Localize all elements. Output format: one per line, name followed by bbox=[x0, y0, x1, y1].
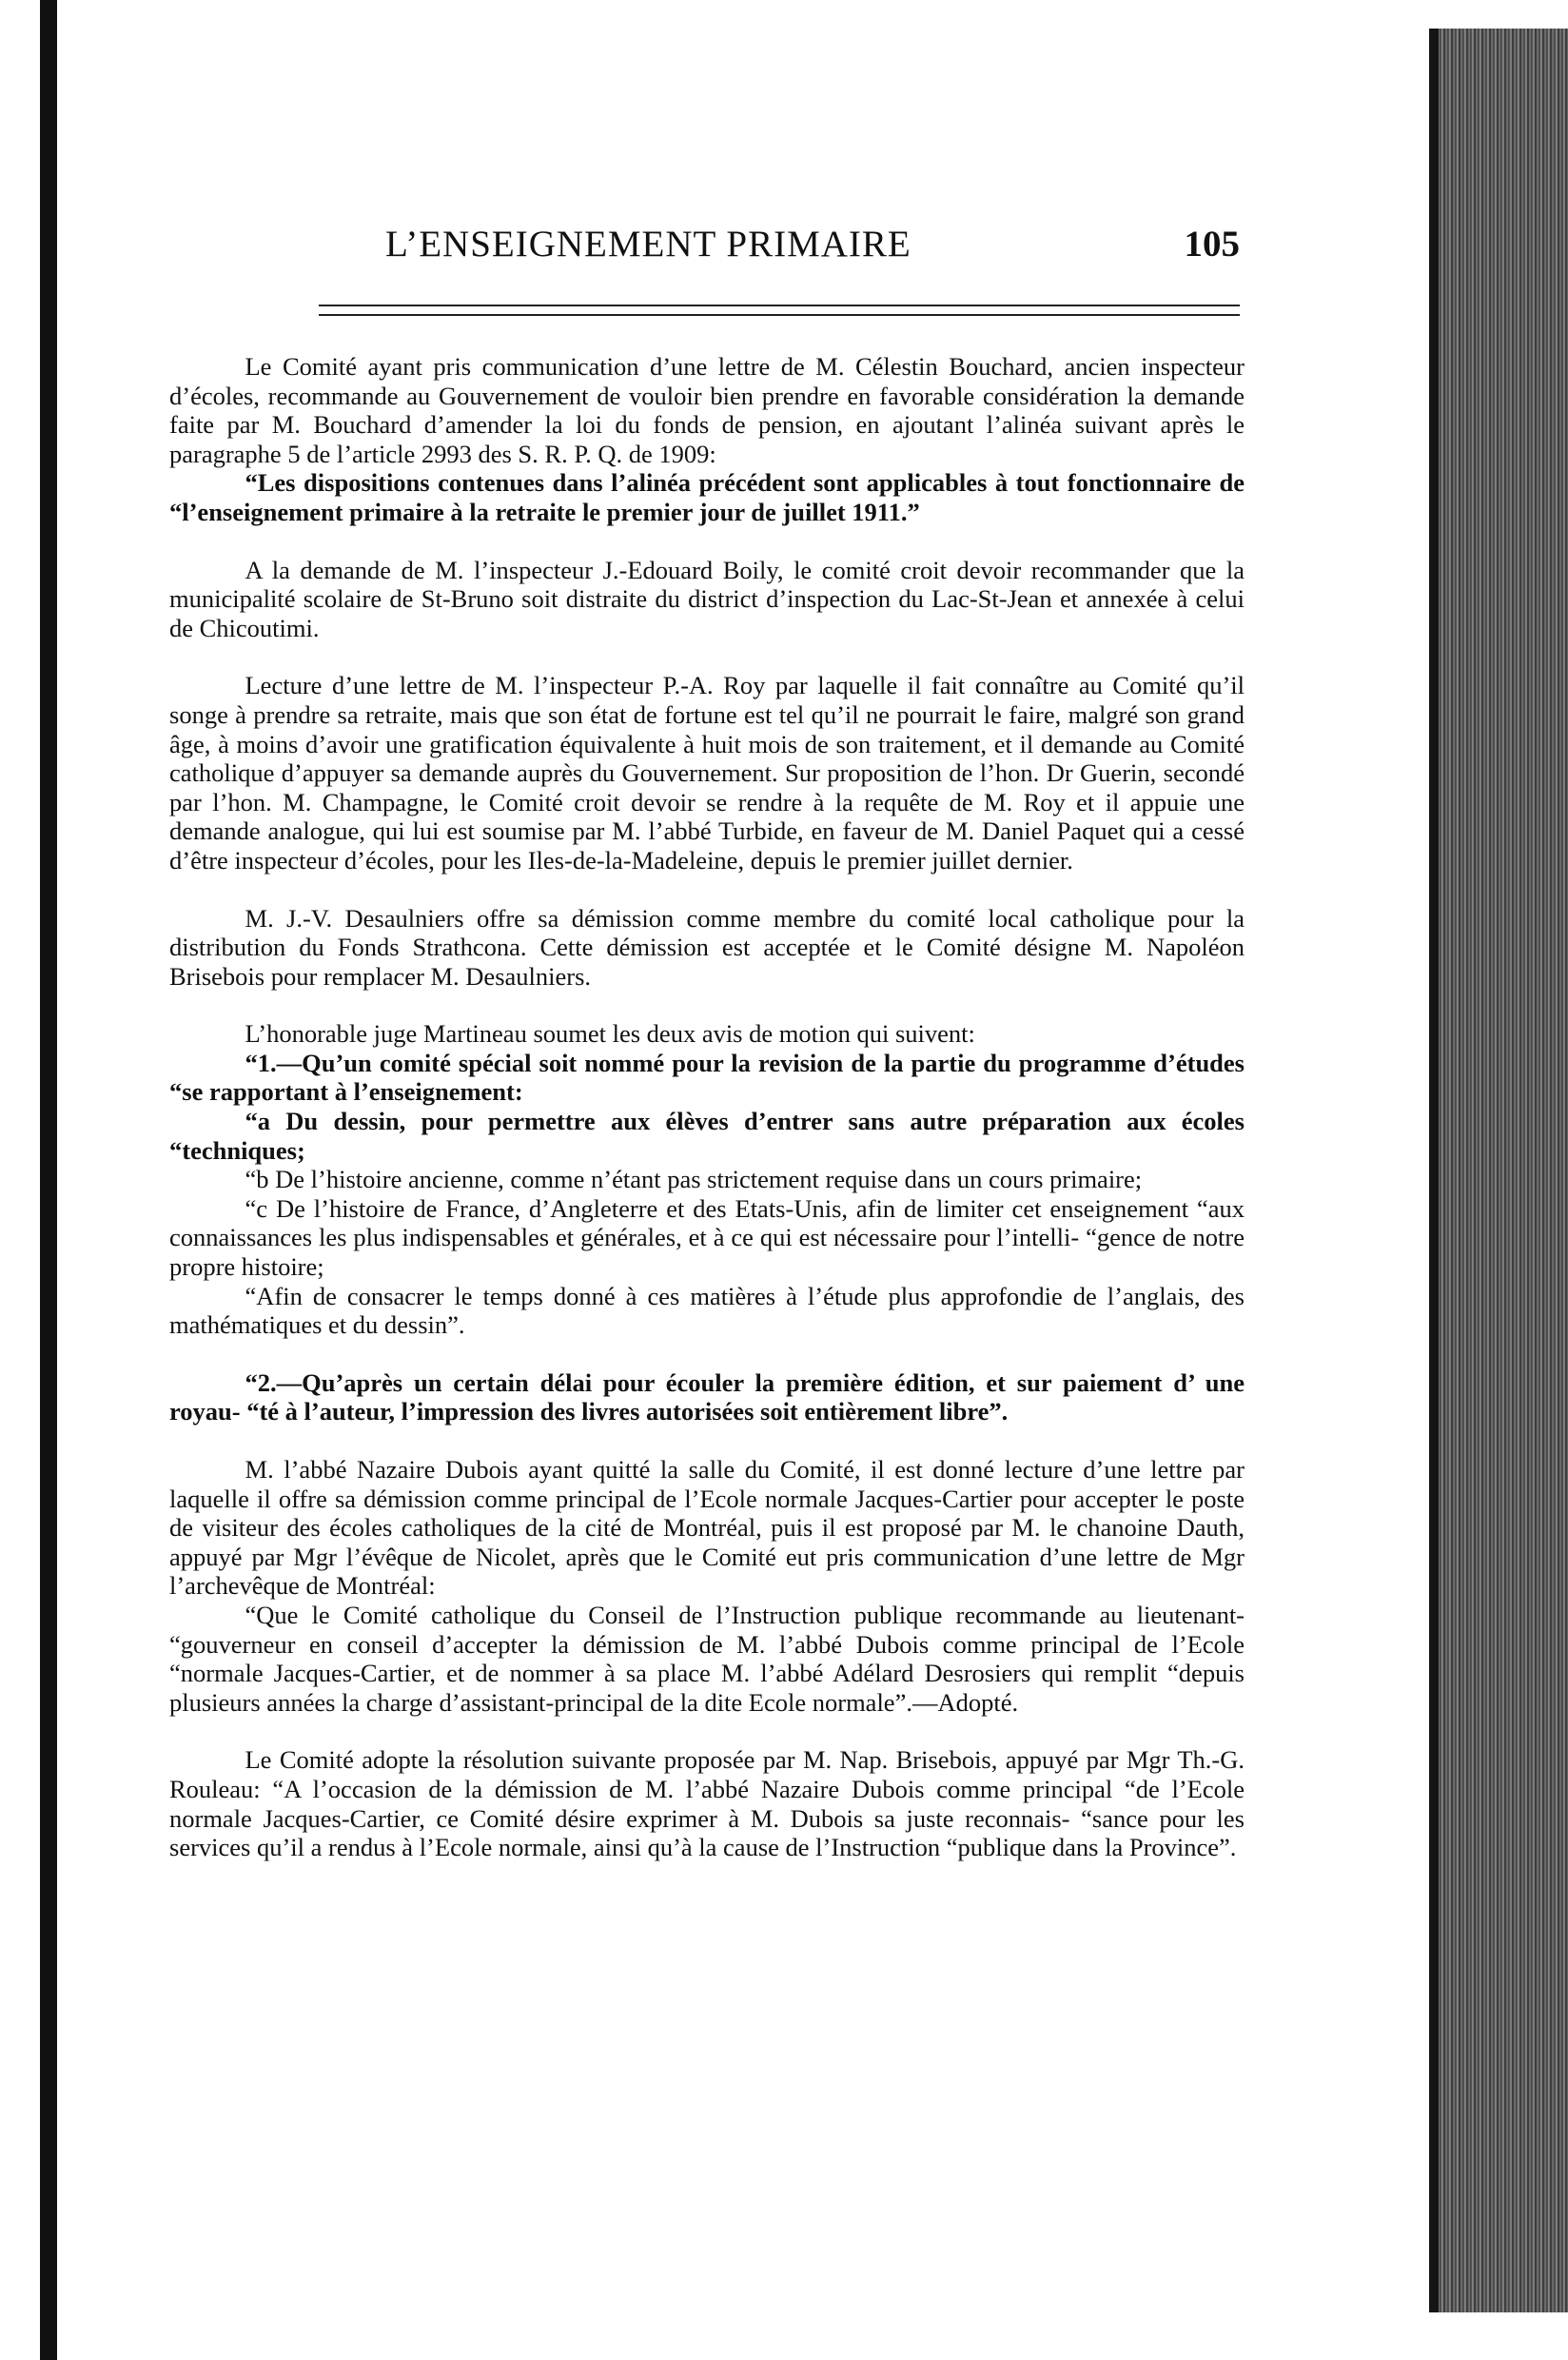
running-header bbox=[319, 223, 1240, 270]
paragraph-brisebois-resolution: Le Comité adopte la résolution suivante proposée par M. Nap. Brisebois, appuyé par Mgr Th.-G. Rouleau: “A l’occasion de la démission de M. l’abbé Nazaire Dubois comme principal “de l’Ecole normale Jacques-Cartier, ce Comité désire exprimer à M. Dubois sa juste reconnais- “sance pour les services qu’il a rendus à l’Ecole normale, ainsi qu’à la cause de l’Instruction “publique dans la Province”. bbox=[169, 1745, 1245, 1862]
book-left-edge bbox=[0, 0, 59, 2360]
paragraph-roy: Lecture d’une lettre de M. l’inspecteur P.-A. Roy par laquelle il fait connaître au Comité qu’il songe à prendre sa retraite, mais que son état de fortune est tel qu’il ne pourrait le faire, malgré son grand âge, à moins d’avoir une gratification équivalente à huit mois de son traitement, et il demande au Comité catholique d’appuyer sa demande auprès du Gouvernement. Sur proposition de l’hon. Dr Guerin, secondé par l’hon. M. Champagne, le Comité croit devoir se rendre à la requête de M. Roy et il appuie une demande analogue, qui lui est soumise par M. l’abbé Turbide, en faveur de M. Daniel Paquet qui a cessé d’être inspecteur d’écoles, pour les Iles-de-la-Madeleine, depuis le premier juillet dernier. bbox=[169, 671, 1245, 875]
motion-1-c: “c De l’histoire de France, d’Angleterre et des Etats-Unis, afin de limiter cet enseignement “aux connaissances les plus indispensables et générales, et à ce qui est nécessaire pour l’intelli- “gence de notre propre histoire; bbox=[169, 1193, 1245, 1282]
running-title: L’ENSEIGNEMENT PRIMAIRE bbox=[385, 224, 911, 265]
motion-1-a: “a Du dessin, pour permettre aux élèves d’entrer sans autre préparation aux écoles “techniques; bbox=[169, 1107, 1245, 1165]
motion-2: “2.—Qu’après un certain délai pour écouler la première édition, et sur paiement d’ une royau- “té à l’auteur, l’impression des livres autorisées soit entièrement libre”. bbox=[169, 1367, 1245, 1426]
header-double-rule bbox=[319, 305, 1240, 316]
page-number: 105 bbox=[1184, 224, 1240, 265]
paragraph-bouchard: Le Comité ayant pris communication d’une lettre de M. Célestin Bouchard, ancien inspecteur d’écoles, recommande au Gouvernement de vouloir bien prendre en favorable considération la demande faite par M. Bouchard d’amender la loi du fonds de pension, en ajoutant l’alinéa suivant après le paragraphe 5 de l’article 2993 des S. R. P. Q. de 1909: bbox=[169, 352, 1245, 468]
quote-resolution-dubois: “Que le Comité catholique du Conseil de l’Instruction publique recommande au lieutenant- “gouverneur en conseil d’accepter la démission de M. l’abbé Dubois comme principal de l’Ecole “normale Jacques-Cartier, et de nommer à sa place M. l’abbé Adélard Desrosiers qui remplit “depuis plusieurs années la charge d’assistant-principal de la dite Ecole normale”.—Adopté. bbox=[169, 1600, 1245, 1717]
paragraph-dubois: M. l’abbé Nazaire Dubois ayant quitté la salle du Comité, il est donné lecture d’une lettre par laquelle il offre sa démission comme principal de l’Ecole normale Jacques-Cartier pour accepter le poste de visiteur des écoles catholiques de la cité de Montréal, puis il est proposé par M. le chanoine Dauth, appuyé par Mgr l’évêque de Nicolet, après que le Comité eut pris communication d’une lettre de Mgr l’archevêque de Montréal: bbox=[169, 1455, 1245, 1601]
quote-dispositions: “Les dispositions contenues dans l’alinéa précédent sont applicables à tout fonctionnaire de “l’enseignement primaire à la retraite le premier jour de juillet 1911.” bbox=[169, 468, 1245, 526]
motion-1-afin: “Afin de consacrer le temps donné à ces matières à l’étude plus approfondie de l’anglais, des mathématiques et du dessin”. bbox=[169, 1281, 1245, 1340]
paragraph-desaulniers: M. J.-V. Desaulniers offre sa démission comme membre du comité local catholique pour la distribution du Fonds Strathcona. Cette démission est acceptée et le Comité désigne M. Napoléon Brisebois pour remplacer M. Desaulniers. bbox=[169, 903, 1245, 991]
page-body bbox=[169, 352, 1245, 1862]
motion-1: “1.—Qu’un comité spécial soit nommé pour la revision de la partie du programme d’études “se rapportant à l’enseignement: bbox=[169, 1048, 1245, 1107]
motion-1-b: “b De l’histoire ancienne, comme n’étant pas strictement requise dans un cours primaire; bbox=[245, 1165, 1143, 1194]
paragraph-martineau: L’honorable juge Martineau soumet les deux avis de motion qui suivent: bbox=[245, 1019, 975, 1049]
paragraph-boily: A la demande de M. l’inspecteur J.-Edouard Boily, le comité croit devoir recommander que la municipalité scolaire de St-Bruno soit distraite du district d’inspection du Lac-St-Jean et annexée à celui de Chicoutimi. bbox=[169, 555, 1245, 642]
book-bottom-margin bbox=[59, 2312, 1568, 2360]
book-fore-edge bbox=[1429, 29, 1568, 2312]
